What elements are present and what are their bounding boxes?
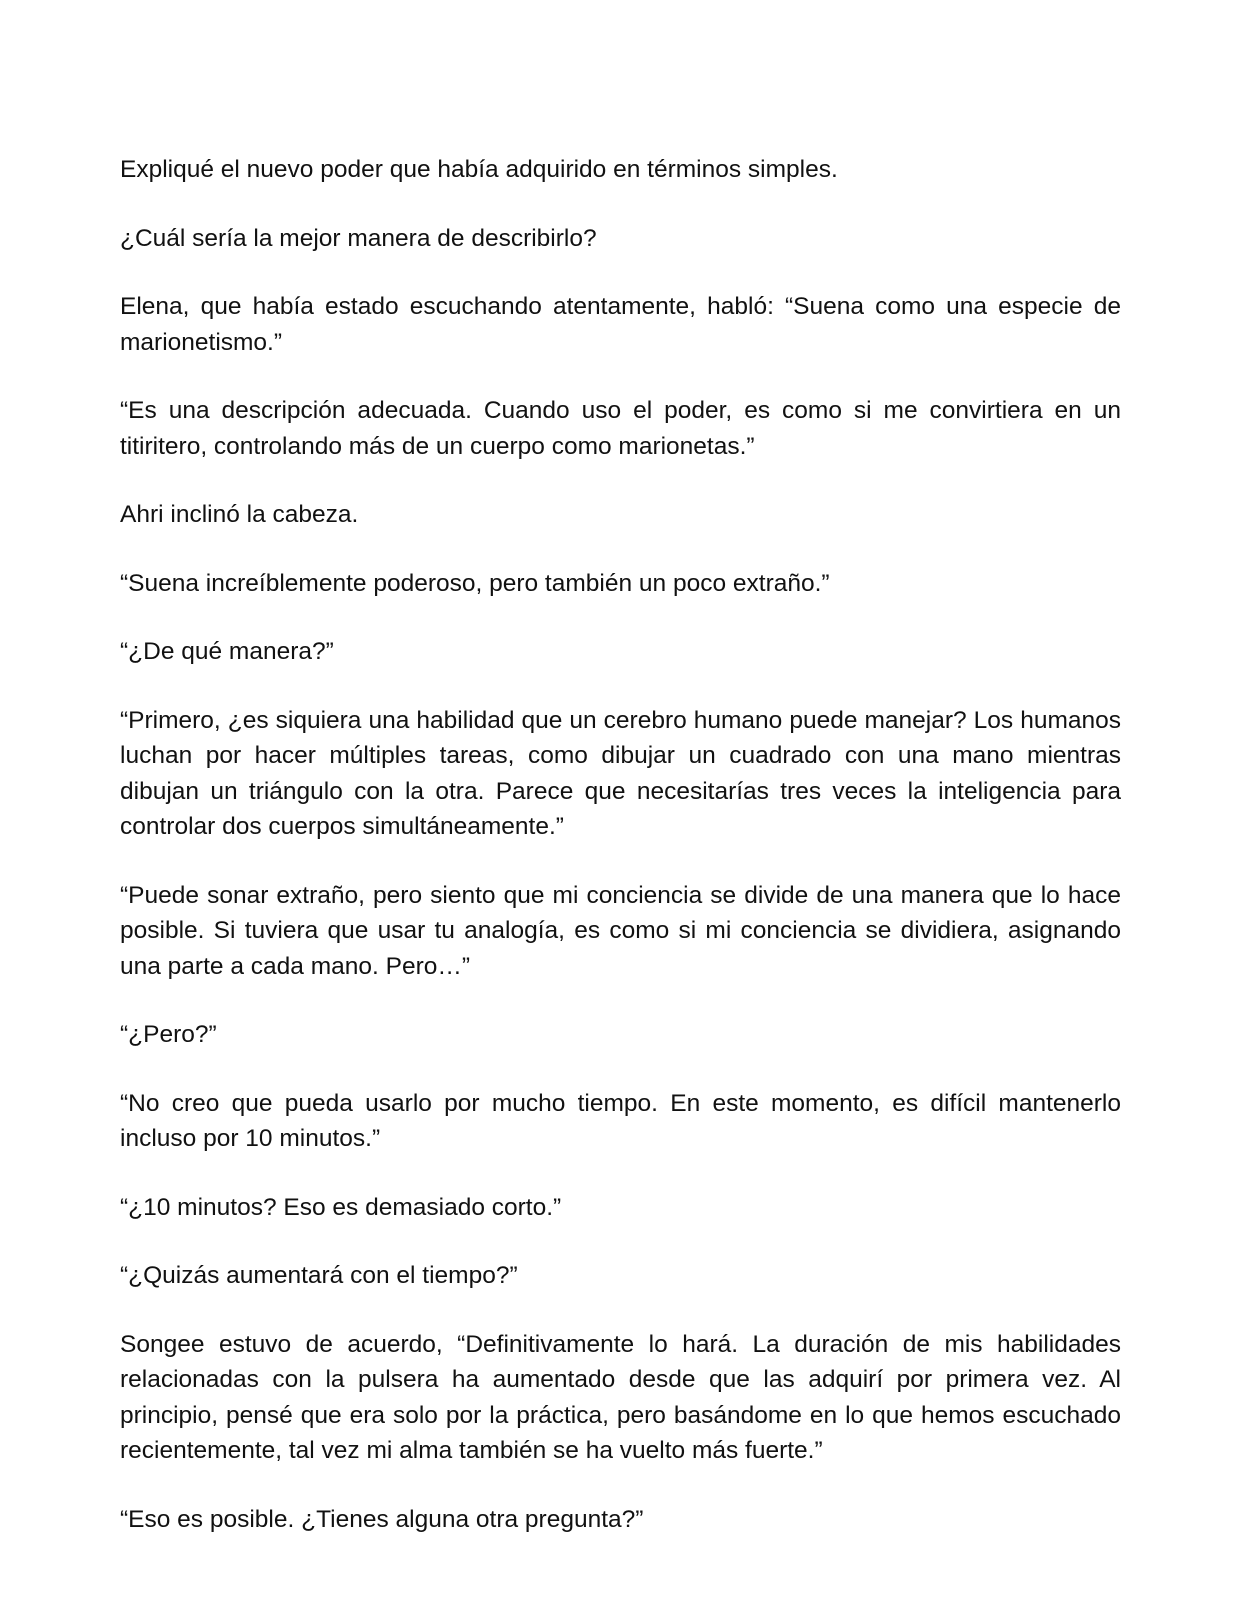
paragraph: Expliqué el nuevo poder que había adquirido en términos simples. <box>120 156 838 183</box>
paragraph: Elena, que había estado escuchando atentamente, habló: “Suena como una especie de marionetismo.” <box>120 293 1121 356</box>
paragraph: “Es una descripción adecuada. Cuando uso el poder, es como si me convirtiera en un titiritero, controlando más de un cuerpo como marionetas.” <box>120 397 1121 460</box>
paragraph: “No creo que pueda usarlo por mucho tiempo. En este momento, es difícil mantenerlo incluso por 10 minutos.” <box>120 1089 1121 1152</box>
paragraph: “¿De qué manera?” <box>120 638 334 665</box>
paragraph: “¿10 minutos? Eso es demasiado corto.” <box>120 1193 562 1221</box>
paragraph: “¿Pero?” <box>120 1021 217 1048</box>
paragraph: Songee estuvo de acuerdo, “Definitivamente lo hará. La duración de mis habilidades relacionadas con la pulsera ha aumentado desde que las adquirí por primera vez. Al principio, pensé que era solo por la práctica, pero basándome en lo que hemos escuchado recientemente, tal vez mi alma también se ha vuelto más fuerte.” <box>120 1330 1121 1464</box>
document-page <box>120 152 1121 1570</box>
paragraph: “Suena increíblemente poderoso, pero también un poco extraño.” <box>120 569 830 597</box>
paragraph: Ahri inclinó la cabeza. <box>120 501 359 528</box>
paragraph: “¿Quizás aumentará con el tiempo?” <box>120 1262 518 1289</box>
paragraph: “Eso es posible. ¿Tienes alguna otra pregunta?” <box>120 1505 644 1533</box>
paragraph: ¿Cuál sería la mejor manera de describirlo? <box>120 224 597 252</box>
paragraph: “Primero, ¿es siquiera una habilidad que un cerebro humano puede manejar? Los humanos luchan por hacer múltiples tareas, como dibujar un cuadrado con una mano mientras dibujan un triángulo con la otra. Parece que necesitarías tres veces la inteligencia para controlar dos cuerpos simultáneamente.” <box>120 706 1121 840</box>
paragraph: “Puede sonar extraño, pero siento que mi conciencia se divide de una manera que lo hace posible. Si tuviera que usar tu analogía, es como si mi conciencia se dividiera, asignando una parte a cada mano. Pero…” <box>120 881 1121 980</box>
